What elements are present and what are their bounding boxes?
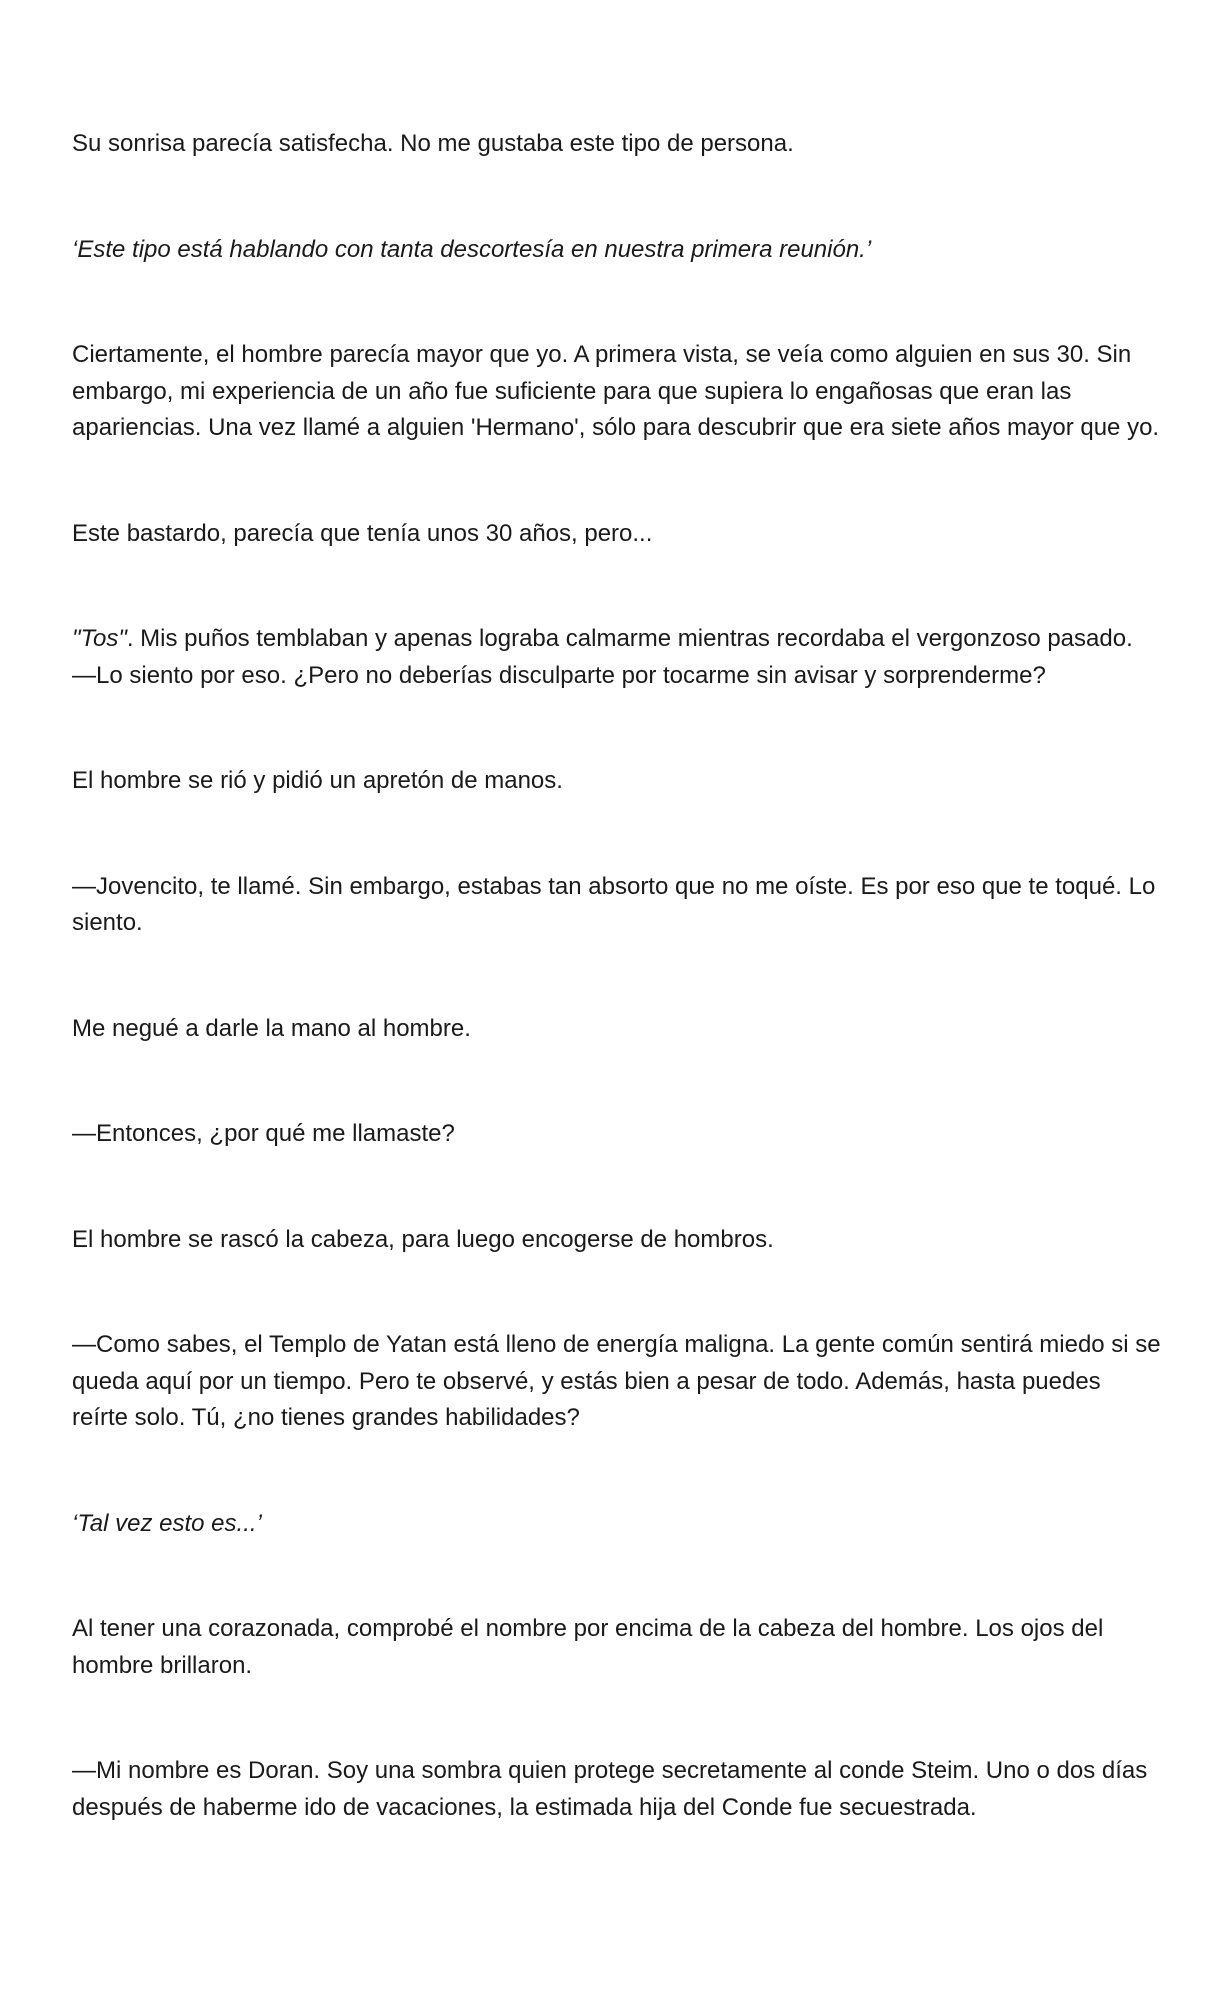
document-page <box>72 126 1162 1895</box>
paragraph: El hombre se rió y pidió un apretón de manos. <box>72 767 563 794</box>
paragraph: Me negué a darle la mano al hombre. <box>72 1014 471 1042</box>
dialogue-paragraph: —Mi nombre es Doran. Soy una sombra quien protege secretamente al conde Steim. Uno o dos días después de haberme ido de vacaciones, la estimada hija del Conde fue secuestrada. <box>72 1757 1148 1821</box>
emphasis-text: "Tos" <box>72 625 127 652</box>
paragraph: Ciertamente, el hombre parecía mayor que yo. A primera vista, se veía como alguien en sus 30. Sin embargo, mi experiencia de un año fue suficiente para que supiera lo engañosas que eran las apariencias. Una vez llamé a alguien 'Hermano', sólo para descubrir que era siete años mayor que yo. <box>72 341 1160 441</box>
thought-paragraph: ‘Este tipo está hablando con tanta descortesía en nuestra primera reunión.’ <box>72 235 872 263</box>
paragraph: Al tener una corazonada, comprobé el nombre por encima de la cabeza del hombre. Los ojos del hombre brillaron. <box>72 1615 1104 1679</box>
paragraph: Este bastardo, parecía que tenía unos 30 años, pero... <box>72 519 653 547</box>
paragraph-text: . Mis puños temblaban y apenas lograba calmarme mientras recordaba el vergonzoso pasado. —Lo siento por eso. ¿Pero no deberías disculparte por tocarme sin avisar y sorprenderme? <box>72 625 1133 689</box>
dialogue-paragraph: —Como sabes, el Templo de Yatan está lleno de energía maligna. La gente común sentirá miedo si se queda aquí por un tiempo. Pero te observé, y estás bien a pesar de todo. Además, hasta puedes reírte solo. Tú, ¿no tienes grandes habilidades? <box>72 1331 1161 1431</box>
dialogue-paragraph: —Jovencito, te llamé. Sin embargo, estabas tan absorto que no me oíste. Es por eso que te toqué. Lo siento. <box>72 872 1156 936</box>
thought-paragraph: ‘Tal vez esto es...’ <box>72 1509 262 1537</box>
paragraph: Su sonrisa parecía satisfecha. No me gustaba este tipo de persona. <box>72 130 794 157</box>
dialogue-paragraph: —Entonces, ¿por qué me llamaste? <box>72 1120 455 1147</box>
paragraph <box>72 621 1162 694</box>
paragraph: El hombre se rascó la cabeza, para luego encogerse de hombros. <box>72 1225 774 1253</box>
